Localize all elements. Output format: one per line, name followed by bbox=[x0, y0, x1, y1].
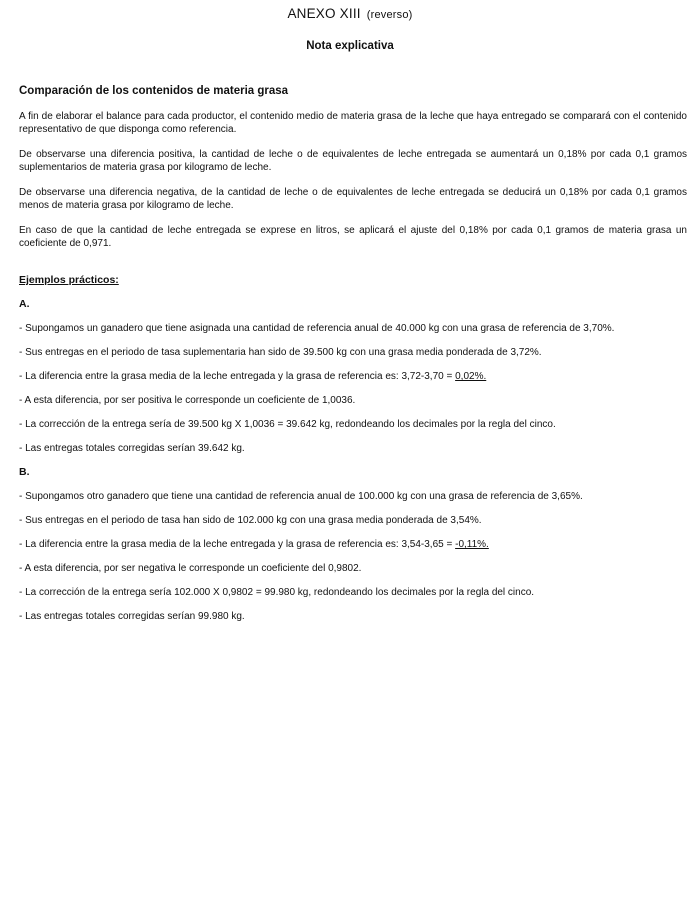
example-b-item: - Supongamos otro ganadero que tiene una cantidad de referencia anual de 100.000 kg con una grasa de referencia de 3,65%. bbox=[19, 491, 583, 502]
example-b-difference-line bbox=[19, 538, 687, 551]
example-a-item: - Supongamos un ganadero que tiene asignada una cantidad de referencia anual de 40.000 kg con una grasa de referencia de 3,70%. bbox=[19, 323, 615, 334]
example-b-item: - La corrección de la entrega sería 102.000 X 0,9802 = 99.980 kg, redondeando los decimales por la regla del cinco. bbox=[19, 587, 535, 598]
example-a-item: - Las entregas totales corregidas serían 39.642 kg. bbox=[19, 443, 245, 454]
annex-sublabel: (reverso) bbox=[366, 9, 413, 21]
example-b-difference-text: - La diferencia entre la grasa media de la leche entregada y la grasa de referencia es: 3,54-3,65 = bbox=[19, 539, 456, 550]
document-body bbox=[19, 85, 687, 634]
section-heading: Comparación de los contenidos de materia grasa bbox=[19, 85, 289, 97]
example-a-label: A. bbox=[19, 298, 30, 310]
note-title: Nota explicativa bbox=[306, 40, 394, 52]
paragraph-negative-difference: De observarse una diferencia negativa, de la cantidad de leche o de equivalentes de leche entregada se deducirá un 0,18% por cada 0,1 gramos menos de materia grasa por kilogramo de leche. bbox=[19, 187, 687, 211]
example-a-item: - A esta diferencia, por ser positiva le corresponde un coeficiente de 1,0036. bbox=[19, 395, 356, 406]
annex-title bbox=[0, 6, 700, 21]
paragraph-positive-difference: De observarse una diferencia positiva, la cantidad de leche o de equivalentes de leche entregada se aumentará un 0,18% por cada 0,1 gramos suplementarios de materia grasa por kilogramo de leche. bbox=[19, 149, 687, 173]
example-a-item: - La corrección de la entrega sería de 39.500 kg X 1,0036 = 39.642 kg, redondeando los decimales por la regla del cinco. bbox=[19, 419, 556, 430]
annex-label: ANEXO XIII bbox=[287, 6, 361, 21]
example-b-item: - A esta diferencia, por ser negativa le corresponde un coeficiente del 0,9802. bbox=[19, 563, 362, 574]
example-b-item: - Las entregas totales corregidas serían 99.980 kg. bbox=[19, 611, 245, 622]
example-b-difference-value: -0,11%. bbox=[455, 539, 489, 550]
example-b-label: B. bbox=[19, 466, 30, 478]
example-a-difference-value: 0,02%. bbox=[455, 371, 487, 382]
example-a-item: - Sus entregas en el periodo de tasa suplementaria han sido de 39.500 kg con una grasa media ponderada de 3,72%. bbox=[19, 347, 542, 358]
example-a-difference-text: - La diferencia entre la grasa media de la leche entregada y la grasa de referencia es: 3,72-3,70 = bbox=[19, 371, 456, 382]
example-a-difference-line bbox=[19, 370, 687, 383]
examples-heading: Ejemplos prácticos: bbox=[19, 274, 119, 286]
paragraph-purpose: A fin de elaborar el balance para cada productor, el contenido medio de materia grasa de la leche que haya entregado se comparará con el contenido representativo de que disponga como referencia. bbox=[19, 111, 687, 135]
paragraph-litres-adjustment: En caso de que la cantidad de leche entregada se exprese en litros, se aplicará el ajuste del 0,18% por cada 0,1 gramos de materia grasa un coeficiente de 0,971. bbox=[19, 225, 687, 249]
example-b-item: - Sus entregas en el periodo de tasa han sido de 102.000 kg con una grasa media ponderada de 3,54%. bbox=[19, 515, 482, 526]
